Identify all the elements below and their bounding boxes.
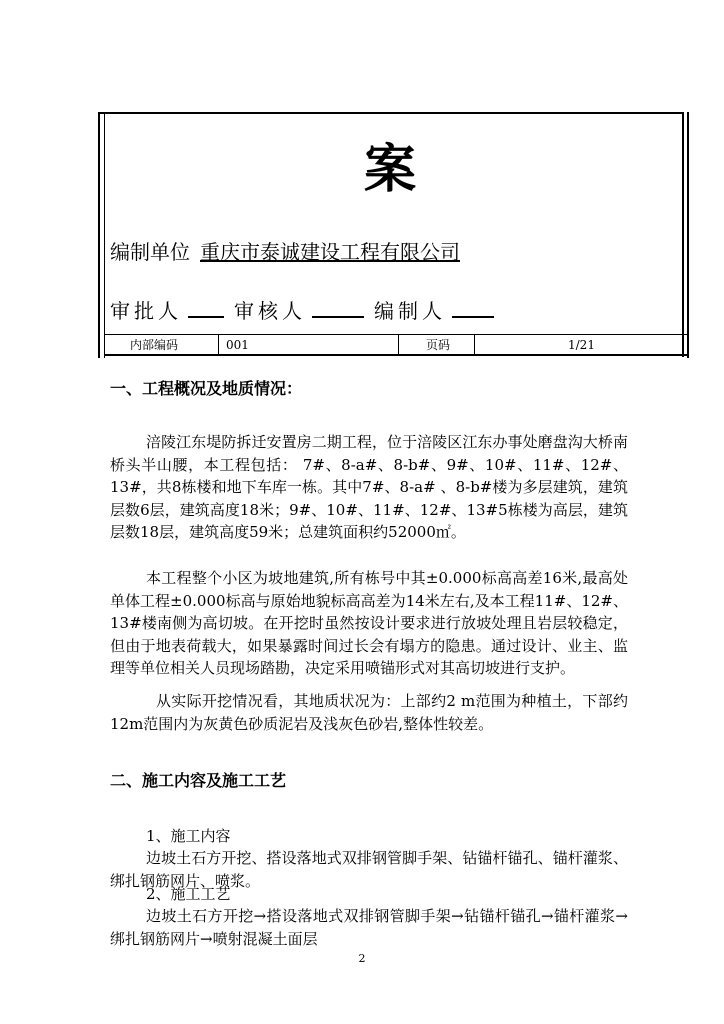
section-1-paragraph-3: 从实际开挖情况看，其地质状况为：上部约2 m范围为种植土，下部约12m范围内为灰黄色砂质泥岩及浅灰色砂岩,整体性较差。 bbox=[110, 692, 628, 733]
reviewer-label: 审核人 bbox=[234, 299, 306, 323]
internal-code-label: 内部编码 bbox=[130, 338, 179, 352]
document-title: 案 bbox=[363, 140, 416, 200]
approver-label: 审批人 bbox=[110, 299, 182, 323]
section-1-heading: 一、工程概况及地质情况： bbox=[110, 379, 303, 398]
signature-row bbox=[110, 296, 504, 325]
meta-divider bbox=[398, 335, 399, 355]
organization-value: 重庆市泰诚建设工程有限公司 bbox=[200, 240, 460, 264]
section-1-paragraph-2: 本工程整个小区为坡地建筑,所有栋号中其±0.000标高高差16米,最高处单体工程±0.000标高与原始地貌标高高差为14米左右,及本工程11#、12#、13#楼南侧为高切坡。在开挖时虽然按设计要求进行放坡处理且岩层较稳定，但由于地表荷载大，如果暴露时间过长会有塌方的隐患。通过设计、业主、监理等单位相关人员现场踏勘，决定采用喷锚形式对其高切坡进行支护。 bbox=[110, 569, 628, 677]
header-border-left-inner bbox=[104, 112, 105, 358]
section-1-paragraph-1: 涪陵江东堤防拆迁安置房二期工程，位于涪陵区江东办事处磨盘沟大桥南桥头半山腰，本工程包括： 7#、8-a#、8-b#、9#、10#、11#、12#、13#，共8栋楼和地下车库一栋。其中7#、8-a# 、8-b#楼为多层建筑，建筑层数6层，建筑高度18米；9#、10#、11#、12#、13#5栋楼为高层，建筑层数18层，建筑高度59米；总建筑面积约52000㎡。 bbox=[110, 433, 628, 541]
section-2-item-1-title: 1、施工内容 bbox=[146, 827, 231, 845]
reviewer-blank bbox=[312, 296, 364, 318]
meta-divider bbox=[218, 335, 219, 355]
section-2-item-2-text: 边坡土石方开挖→搭设落地式双排钢管脚手架→钻锚杆锚孔→锚杆灌浆→绑扎钢筋网片→喷射混凝土面层 bbox=[110, 907, 628, 948]
section-2-heading: 二、施工内容及施工工艺 bbox=[110, 771, 287, 790]
section-2-item-1-text: 边坡土石方开挖、搭设落地式双排钢管脚手架、钻锚杆锚孔、锚杆灌浆、绑扎钢筋网片、喷浆。 bbox=[110, 849, 628, 890]
page-number: 2 bbox=[358, 952, 366, 965]
internal-code-value: 001 bbox=[226, 338, 249, 352]
approver-blank bbox=[188, 296, 224, 318]
meta-divider bbox=[474, 335, 475, 355]
preparer-blank bbox=[452, 296, 494, 318]
section-2-item-2-title: 2、施工工艺 bbox=[146, 885, 231, 903]
meta-table bbox=[104, 334, 687, 356]
organization-row bbox=[110, 238, 460, 266]
organization-label: 编制单位 bbox=[110, 240, 190, 264]
preparer-label: 编制人 bbox=[374, 299, 446, 323]
header-border-left-outer bbox=[98, 112, 100, 358]
page-value: 1/21 bbox=[568, 338, 595, 352]
header-border-right-inner bbox=[687, 112, 689, 358]
page-label: 页码 bbox=[426, 338, 451, 352]
